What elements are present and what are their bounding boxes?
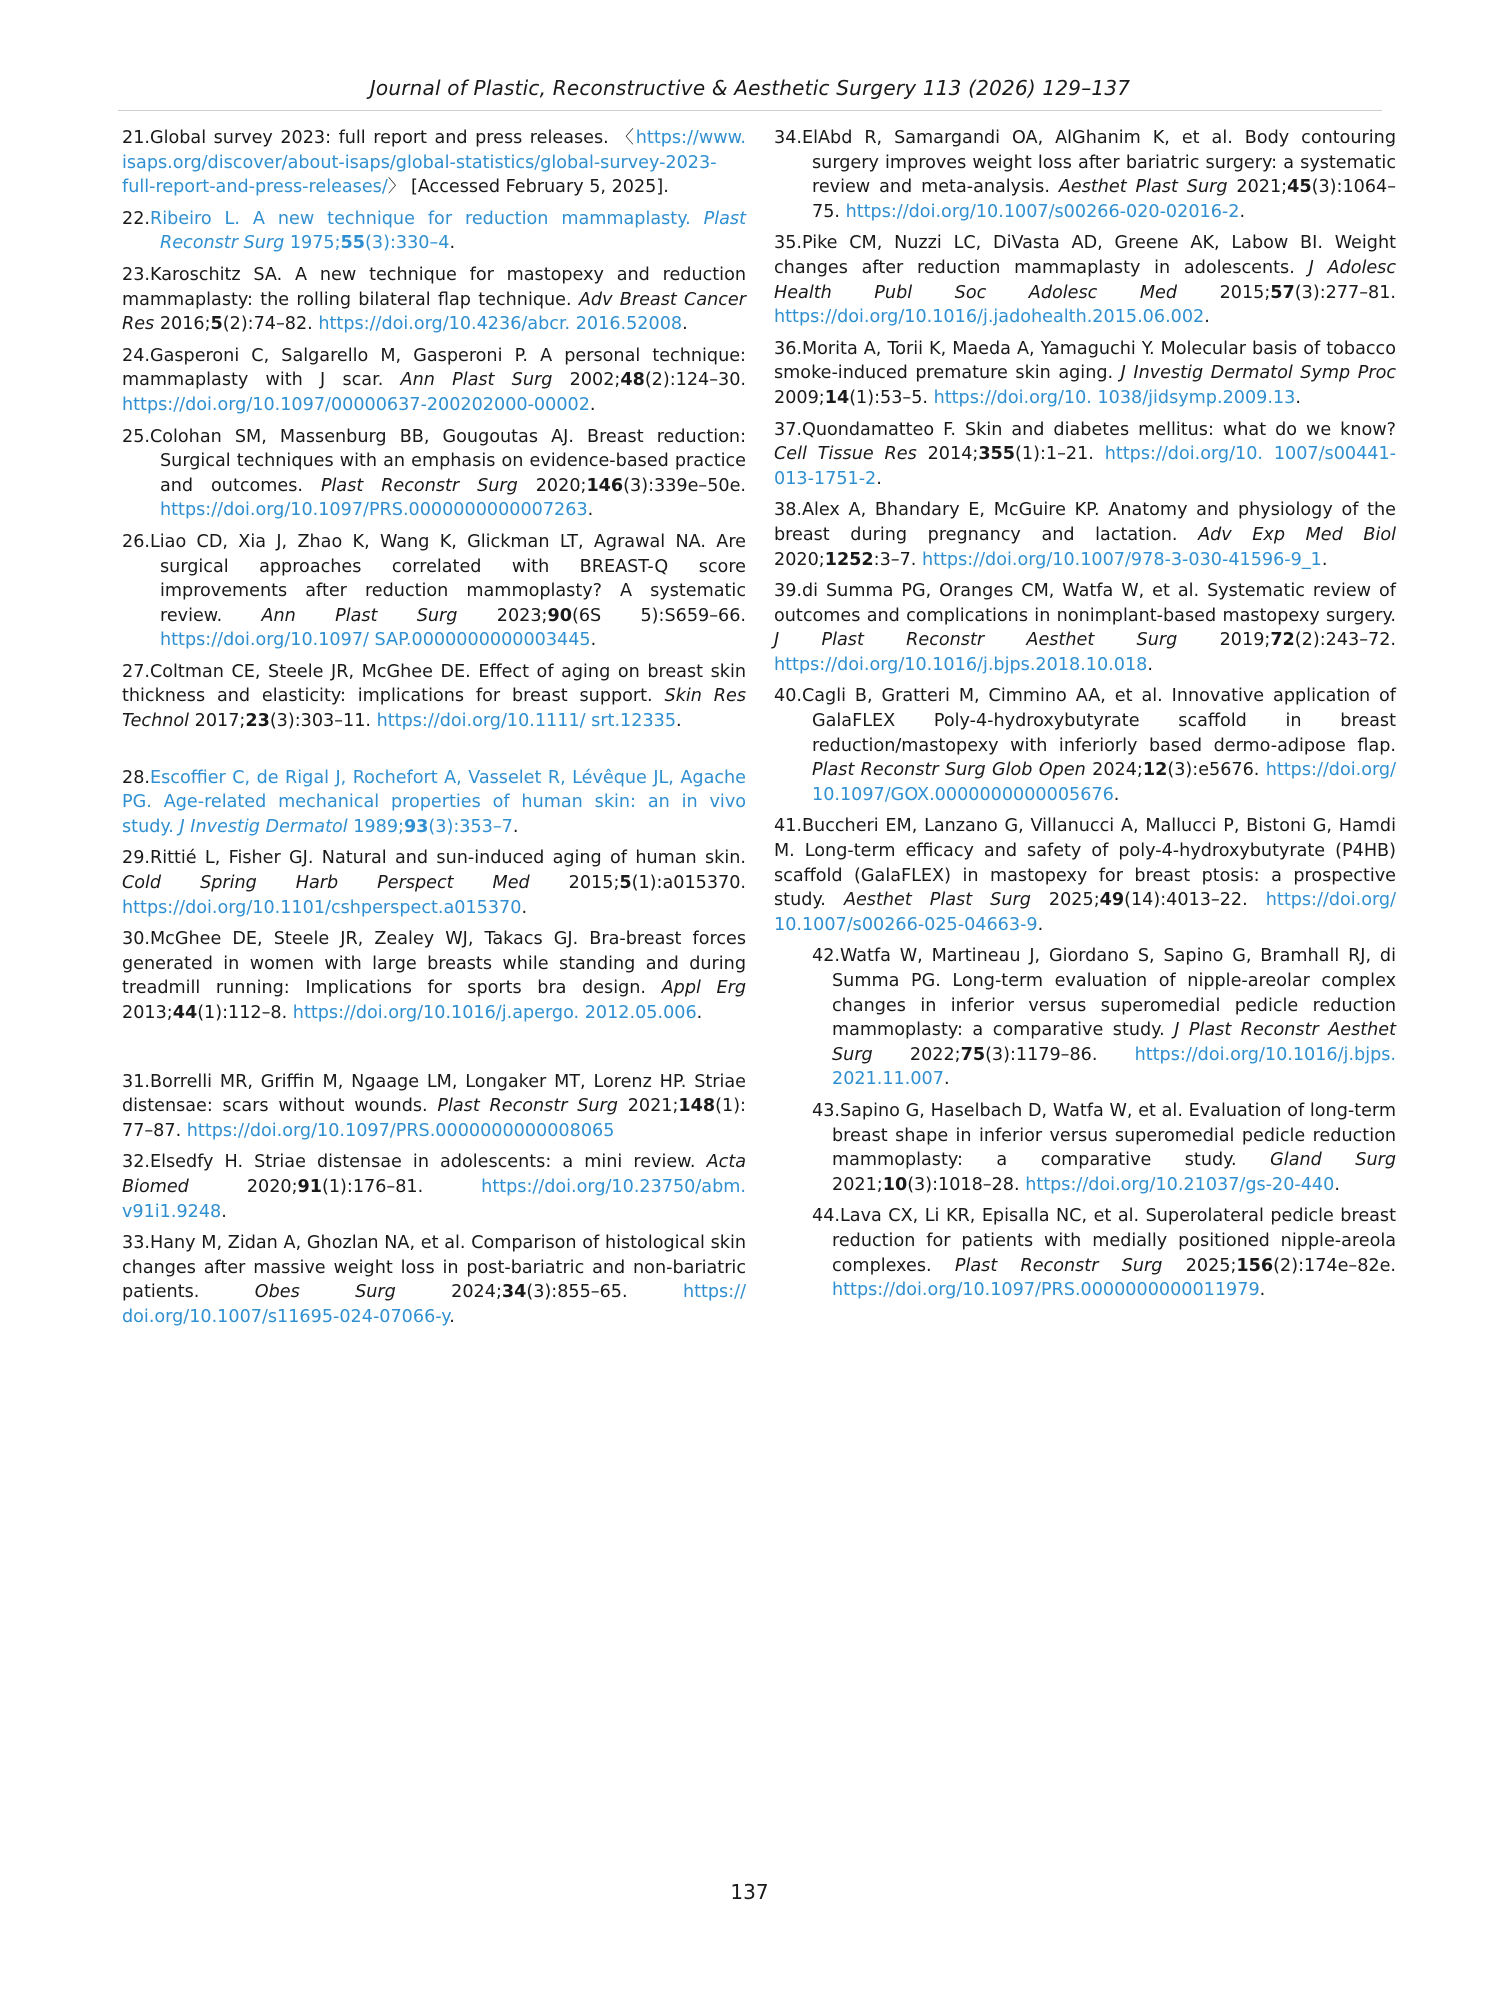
reference-38: 38.Alex A, Bhandary E, McGuire KP. Anatomy and physiology of the breast during pregnancy and lactation. Adv Exp Med Biol 2020;1252:3–7. https://doi.org/10.1007/978-3-030-41596-9_1. [774,500,1396,570]
reference-24: 24.Gasperoni C, Salgarello M, Gasperoni P. A personal technique: mammaplasty with J scar. Ann Plast Surg 2002;48(2):124–30. https://doi.org/10.1097/00000637-200202000-00002. [122,345,747,415]
reference-31-link[interactable]: https://doi.org/10.1097/PRS.0000000000008065 [186,1120,615,1141]
references-right-column [774,126,1396,1310]
references-left-column [122,126,746,1337]
reference-39-link[interactable]: https://doi.org/10.1016/j.bjps.2018.10.018 [774,654,1148,675]
reference-42: 42.Watfa W, Martineau J, Giordano S, Sapino G, Bramhall RJ, di Summa PG. Long-term evaluation of nipple-areolar complex changes in inferior versus superomedial pedicle reduction mammoplasty: a comparative study. J Plast Reconstr Aesthet Surg 2022;75(3):1179–86. https://doi.org/10.1016/j.bjps. 2021.11.007. [812,946,1397,1090]
reference-30: 30.McGhee DE, Steele JR, Zealey WJ, Takacs GJ. Bra-breast forces generated in women with large breasts while standing and during treadmill running: Implications for sports bra design. Appl Erg 2013;44(1):112–8. https://doi.org/10.1016/j.apergo. 2012.05.006. [122,929,746,1023]
reference-44-link[interactable]: https://doi.org/10.1097/PRS.0000000000011979 [832,1280,1260,1301]
reference-28: 28.Escoffier C, de Rigal J, Rochefort A, Vasselet R, Lévêque JL, Agache PG. Age-related mechanical properties of human skin: an in vivo study. J Investig Dermatol 1989;93(3):353–7. [122,767,746,837]
reference-39: 39.di Summa PG, Oranges CM, Watfa W, et al. Systematic review of outcomes and complications in nonimplant-based mastopexy surgery. J Plast Reconstr Aesthet Surg 2019;72(2):243–72. https://doi.org/10.1016/j.bjps.2018.10.018. [774,581,1397,675]
reference-33-link[interactable]: https:// doi.org/10.1007/s11695-024-07066-y [122,1282,747,1327]
reference-21: 21.Global survey 2023: full report and press releases. 〈https://www. isaps.org/discover/about-isaps/global-statistics/global-survey-2023-full-report-and-press-releases/〉 [Accessed February 5, 2025]. [122,128,746,198]
reference-31: 31.Borrelli MR, Griffin M, Ngaage LM, Longaker MT, Lorenz HP. Striae distensae: scars without wounds. Plast Reconstr Surg 2021;148(1): 77–87. https://doi.org/10.1097/PRS.0000000000008065 [122,1071,746,1141]
reference-40: 40.Cagli B, Gratteri M, Cimmino AA, et al. Innovative application of GalaFLEX Poly-4-hydroxybutyrate scaffold in breast reduction/mastopexy with inferiorly based dermo-adipose flap. Plast Reconstr Surg Glob Open 2024;12(3):e5676. https://doi.org/ 10.1097/GOX.0000000000005676. [774,686,1396,805]
journal-header: Journal of Plastic, Reconstructive & Aesthetic Surgery 113 (2026) 129–137 [369,76,1131,100]
reference-23-link[interactable]: https://doi.org/10.4236/abcr. 2016.52008 [318,314,683,335]
reference-44: 44.Lava CX, Li KR, Episalla NC, et al. Superolateral pedicle breast reduction for patients with medially positioned nipple-areola complexes. Plast Reconstr Surg 2025;156(2):174e–82e. https://doi.org/10.1097/PRS.0000000000011979. [812,1206,1397,1301]
reference-34: 34.ElAbd R, Samargandi OA, AlGhanim K, et al. Body contouring surgery improves weight loss after bariatric surgery: a systematic review and meta-analysis. Aesthet Plast Surg 2021;45(3):1064–75. https://doi.org/10.1007/s00266-020-02016-2. [774,128,1397,222]
header-rule [118,110,1382,111]
reference-25-link[interactable]: https://doi.org/10.1097/PRS.0000000000007263 [160,500,588,521]
reference-35: 35.Pike CM, Nuzzi LC, DiVasta AD, Greene AK, Labow BI. Weight changes after reduction mammaplasty in adolescents. J Adolesc Health Publ Soc Adolesc Med 2015;57(3):277–81. https://doi.org/10.1016/j.jadohealth.2015.06.002. [774,233,1397,328]
reference-28-link[interactable]: Escoffier C, de Rigal J, Rochefort A, Vasselet R, Lévêque JL, Agache PG. Age-related mechanical properties of human skin: an in vivo study. J Investig Dermatol 1989;93(3):353–7 [122,767,746,837]
reference-43-link[interactable]: https://doi.org/10.21037/gs-20-440 [1025,1174,1335,1195]
page-number: 137 [730,1880,769,1904]
reference-36-link[interactable]: https://doi.org/10. 1038/jidsymp.2009.13 [933,387,1296,408]
reference-22-link[interactable]: Ribeiro L. A new technique for reduction mammaplasty. Plast Reconstr Surg 1975;55(3):330–4 [149,208,746,254]
reference-22: 22.Ribeiro L. A new technique for reduction mammaplasty. Plast Reconstr Surg 1975;55(3):330–4. [122,208,746,254]
reference-25: 25.Colohan SM, Massenburg BB, Gougoutas AJ. Breast reduction: Surgical techniques with an emphasis on evidence-based practice and outcomes. Plast Reconstr Surg 2020;146(3):339e–50e. https://doi.org/10.1097/PRS.0000000000007263. [122,426,747,521]
reference-21-link[interactable]: https://www. isaps.org/discover/about-isaps/global-statistics/global-survey-2023-full-report-and-press-releases/ [122,128,746,198]
reference-41-link[interactable]: https://doi.org/ 10.1007/s00266-025-04663-9 [774,890,1397,935]
reference-27: 27.Coltman CE, Steele JR, McGhee DE. Effect of aging on breast skin thickness and elasticity: implications for breast support. Skin Res Technol 2017;23(3):303–11. https://doi.org/10.1111/ srt.12335. [122,661,747,732]
reference-37-link[interactable]: https://doi.org/10. 1007/s00441-013-1751-2 [774,444,1397,489]
reference-26: 26.Liao CD, Xia J, Zhao K, Wang K, Glickman LT, Agrawal NA. Are surgical approaches correlated with BREAST-Q score improvements after reduction mammoplasty? A systematic review. Ann Plast Surg 2023;90(6S 5):S659–66. https://doi.org/10.1097/ SAP.0000000000003445. [122,531,746,651]
reference-32: 32.Elsedfy H. Striae distensae in adolescents: a mini review. Acta Biomed 2020;91(1):176–81. https://doi.org/10.23750/abm. v91i1.9248. [122,1152,747,1222]
reference-40-link[interactable]: https://doi.org/ 10.1097/GOX.0000000000005676 [812,760,1396,805]
reference-29-link[interactable]: https://doi.org/10.1101/cshperspect.a015370 [122,897,522,918]
reference-38-link[interactable]: https://doi.org/10.1007/978-3-030-41596-9_1 [921,549,1322,570]
reference-30-link[interactable]: https://doi.org/10.1016/j.apergo. 2012.05.006 [292,1003,697,1023]
reference-24-link[interactable]: https://doi.org/10.1097/00000637-200202000-00002 [122,394,590,415]
reference-36: 36.Morita A, Torii K, Maeda A, Yamaguchi Y. Molecular basis of tobacco smoke-induced premature skin aging. J Investig Dermatol Symp Proc 2009;14(1):53–5. https://doi.org/10. 1038/jidsymp.2009.13. [774,338,1397,408]
reference-43: 43.Sapino G, Haselbach D, Watfa W, et al. Evaluation of long-term breast shape in inferior versus superomedial pedicle reduction mammoplasty: a comparative study. Gland Surg 2021;10(3):1018–28. https://doi.org/10.21037/gs-20-440. [812,1100,1397,1195]
reference-32-link[interactable]: https://doi.org/10.23750/abm. v91i1.9248 [122,1176,746,1222]
reference-42-link[interactable]: https://doi.org/10.1016/j.bjps. 2021.11.007 [832,1044,1397,1090]
reference-26-link[interactable]: https://doi.org/10.1097/ SAP.0000000000003445 [160,630,591,651]
reference-29: 29.Rittié L, Fisher GJ. Natural and sun-induced aging of human skin. Cold Spring Harb Perspect Med 2015;5(1):a015370. https://doi.org/10.1101/cshperspect.a015370. [122,848,747,918]
reference-41: 41.Buccheri EM, Lanzano G, Villanucci A, Mallucci P, Bistoni G, Hamdi M. Long-term efficacy and safety of poly-4-hydroxybutyrate (P4HB) scaffold (GalaFLEX) in mastopexy for breast ptosis: a prospective study. Aesthet Plast Surg 2025;49(14):4013–22. https://doi.org/ 10.1007/s00266-025-04663-9. [774,816,1397,935]
reference-34-link[interactable]: https://doi.org/10.1007/s00266-020-02016-2 [845,201,1240,222]
reference-33: 33.Hany M, Zidan A, Ghozlan NA, et al. Comparison of histological skin changes after massive weight loss in post-bariatric and non-bariatric patients. Obes Surg 2024;34(3):855–65. https:// doi.org/10.1007/s11695-024-07066-y. [122,1233,747,1327]
reference-35-link[interactable]: https://doi.org/10.1016/j.jadohealth.2015.06.002 [774,307,1205,328]
reference-27-link[interactable]: https://doi.org/10.1111/ srt.12335 [376,711,677,732]
reference-37: 37.Quondamatteo F. Skin and diabetes mellitus: what do we know? Cell Tissue Res 2014;355(1):1–21. https://doi.org/10. 1007/s00441-013-1751-2. [774,419,1397,489]
reference-23: 23.Karoschitz SA. A new technique for mastopexy and reduction mammaplasty: the rolling bilateral flap technique. Adv Breast Cancer Res 2016;5(2):74–82. https://doi.org/10.4236/abcr. 2016.52008. [122,264,746,335]
